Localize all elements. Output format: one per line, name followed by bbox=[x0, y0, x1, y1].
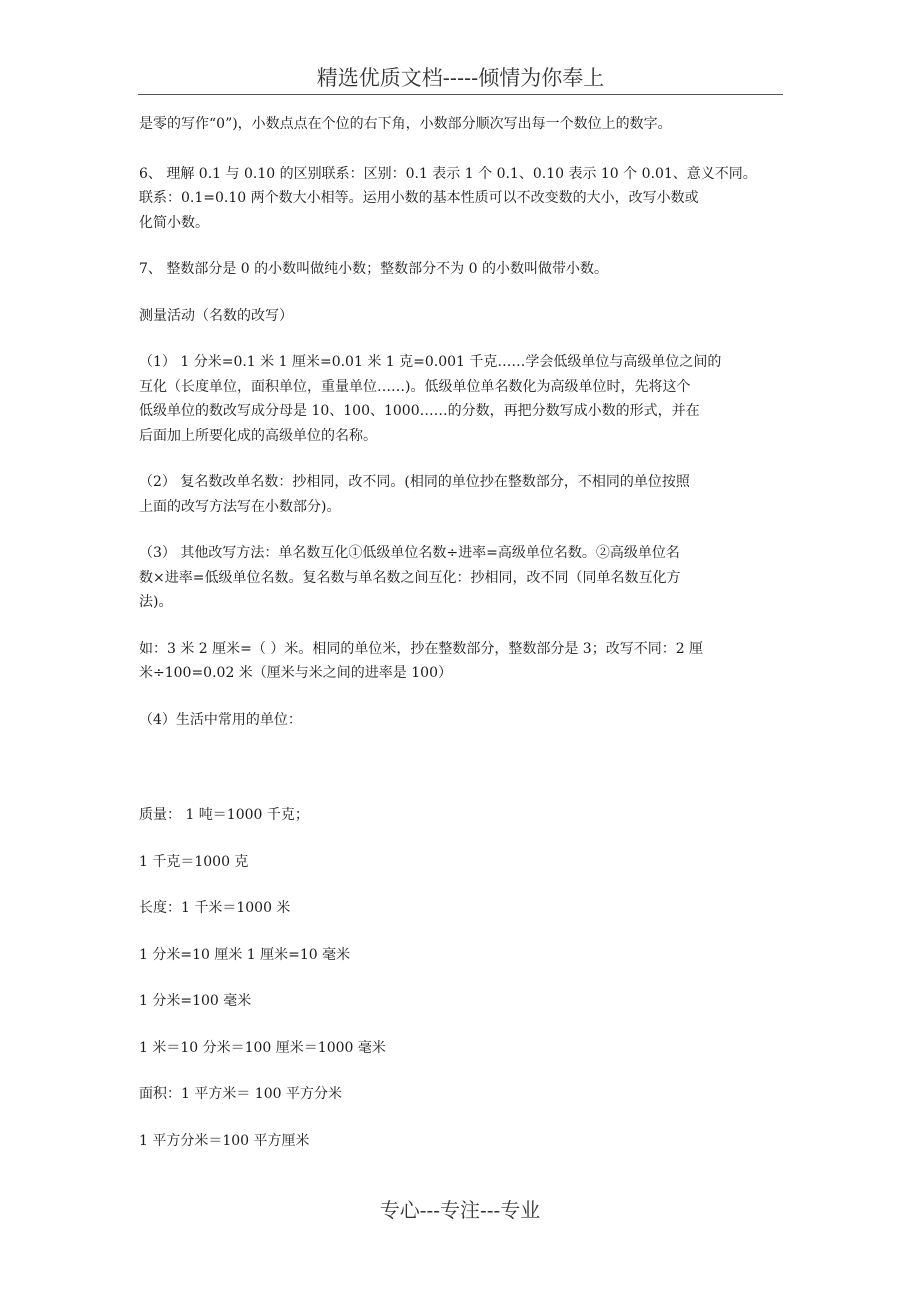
unit-line: 面积：1 平方米＝ 100 平方分米 bbox=[139, 1086, 342, 1102]
item-3: （3） 其他改写方法：单名数互化①低级单位名数÷进率=高级单位名数。②高级单位名 bbox=[139, 545, 680, 561]
item-2: （2） 复名数改单名数：抄相同，改不同。(相同的单位抄在整数部分，不相同的单位按照 bbox=[139, 474, 690, 490]
item-6: 6、 理解 0.1 与 0.10 的区别联系：区别：0.1 表示 1 个 0.1、0.10 表示 10 个 0.01、意义不同。 bbox=[139, 165, 757, 182]
unit-line: 1 分米=100 毫米 bbox=[139, 993, 252, 1009]
example-line: 如：3 米 2 厘米=（ ）米。相同的单位米，抄在整数部分，整数部分是 3；改写不同：2 厘 bbox=[139, 640, 704, 657]
text-line: 后面加上所要化成的高级单位的名称。 bbox=[139, 427, 377, 444]
unit-line: 1 米＝10 分米＝100 厘米＝1000 毫米 bbox=[139, 1039, 386, 1056]
unit-line: 1 分米=10 厘米 1 厘米=10 毫米 bbox=[139, 946, 351, 963]
text-line: 互化（长度单位，面积单位，重量单位……)。低级单位单名数化为高级单位时，先将这个 bbox=[139, 378, 691, 395]
page-header: 精选优质文档-----倾情为你奉上 bbox=[316, 66, 605, 90]
item-1: （1） 1 分米=0.1 米 1 厘米=0.01 米 1 克=0.001 千克……学会低级单位与高级单位之间的 bbox=[139, 354, 722, 370]
item-4: （4）生活中常用的单位： bbox=[139, 711, 302, 728]
section-heading: 测量活动（名数的改写） bbox=[139, 307, 293, 324]
header-divider bbox=[138, 94, 783, 95]
unit-line: 长度：1 千米＝1000 米 bbox=[139, 900, 291, 916]
page-footer: 专心---专注---专业 bbox=[379, 1198, 541, 1222]
text-line: 化简小数。 bbox=[139, 214, 209, 231]
item-7: 7、 整数部分是 0 的小数叫做纯小数；整数部分不为 0 的小数叫做带小数。 bbox=[139, 261, 608, 277]
text-line: 是零的写作“0”)，小数点点在个位的右下角，小数部分顺次写出每一个数位上的数字。 bbox=[139, 116, 672, 132]
text-line: 联系：0.1=0.10 两个数大小相等。运用小数的基本性质可以不改变数的大小，改写小数或 bbox=[139, 190, 699, 206]
unit-line: 1 平方分米＝100 平方厘米 bbox=[139, 1132, 310, 1149]
unit-line: 质量： 1 吨＝1000 千克； bbox=[139, 807, 309, 823]
text-line: 上面的改写方法写在小数部分)。 bbox=[139, 498, 341, 515]
text-line: 米÷100=0.02 米（厘米与米之间的进率是 100） bbox=[139, 665, 452, 681]
text-line: 数×进率=低级单位名数。复名数与单名数之间互化：抄相同，改不同（同单名数互化方 bbox=[139, 569, 681, 586]
document-body bbox=[139, 112, 789, 1153]
unit-line: 1 千克＝1000 克 bbox=[139, 853, 249, 870]
text-line: 低级单位的数改写成分母是 10、100、1000……的分数，再把分数写成小数的形式，并在 bbox=[139, 403, 700, 419]
text-line: 法)。 bbox=[139, 594, 173, 610]
